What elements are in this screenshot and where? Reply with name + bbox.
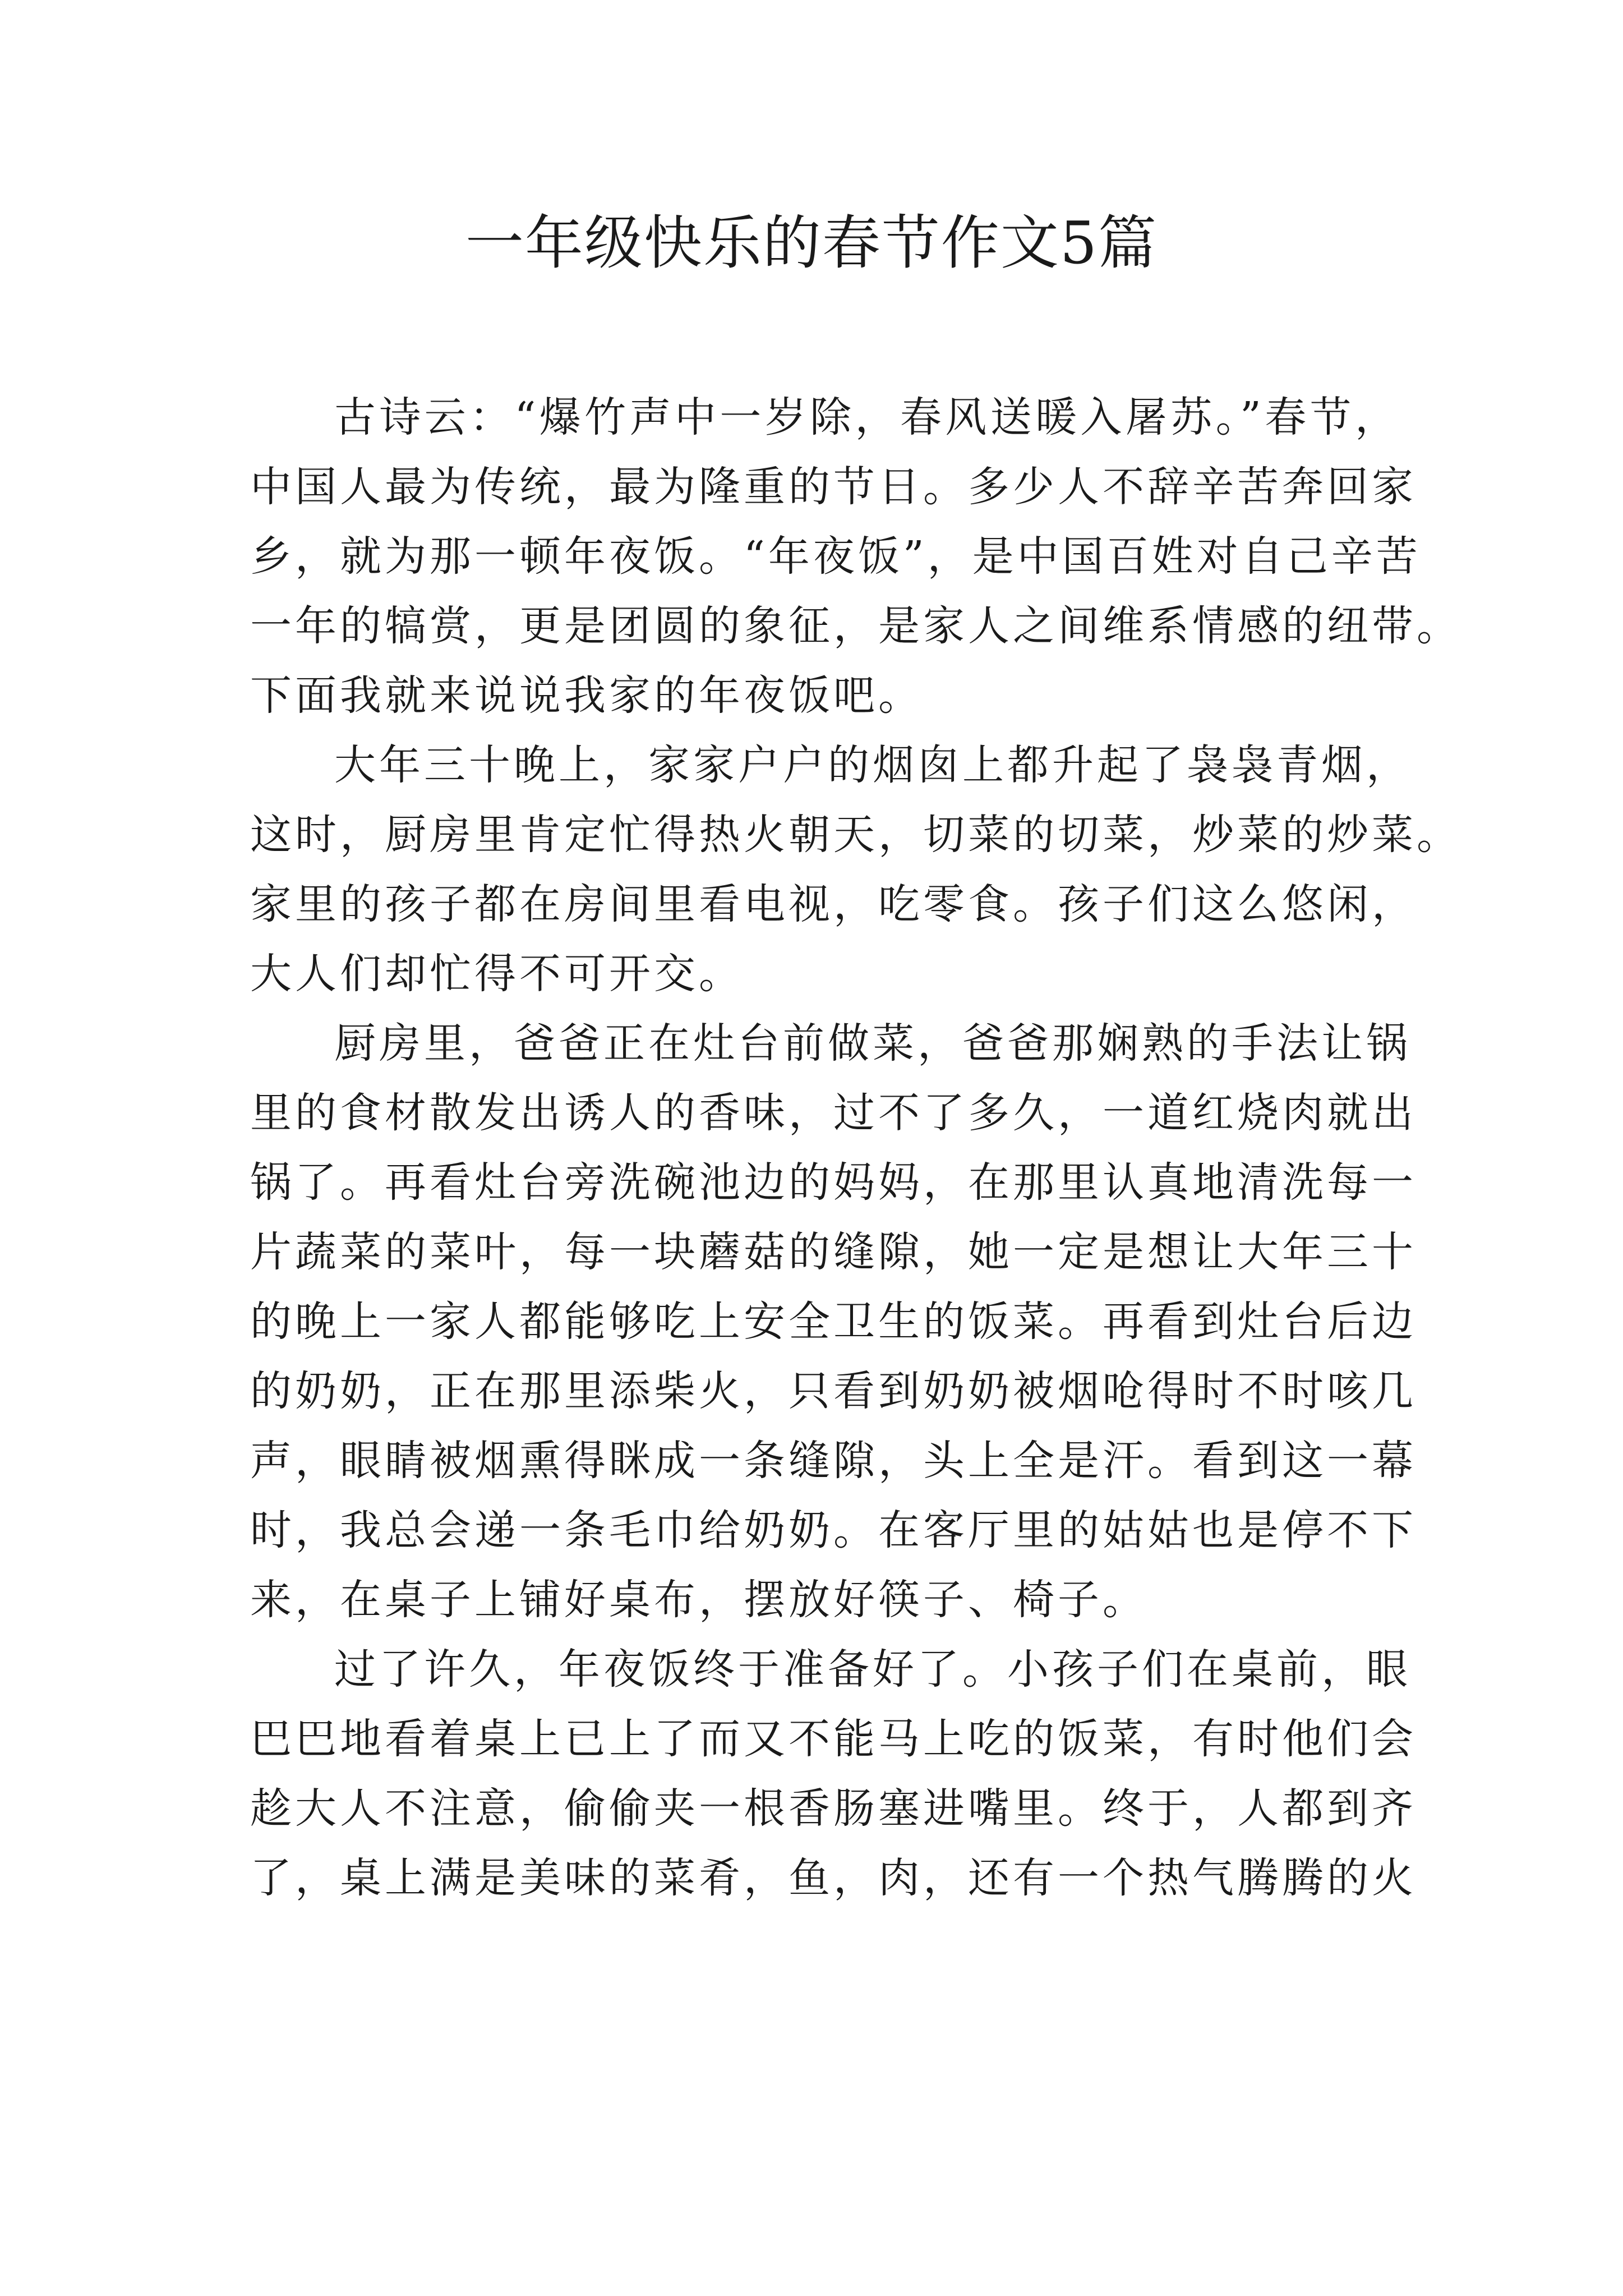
paragraph-3-line-1: 厨房里，爸爸正在灶台前做菜，爸爸那娴熟的手法让锅: [334, 1019, 1411, 1068]
paragraph-3-line-9: 来，在桌子上铺好桌布，摆放好筷子、椅子。: [250, 1576, 1147, 1624]
paragraph-4-line-2: 巴巴地看着桌上已上了而又不能马上吃的饭菜，有时他们会: [250, 1715, 1417, 1763]
paragraph-4-line-4: 了，桌上满是美味的菜肴，鱼，肉，还有一个热气腾腾的火: [250, 1854, 1417, 1902]
paragraph-3-line-7: 声，眼睛被烟熏得眯成一条缝隙，头上全是汗。看到这一幕: [250, 1437, 1417, 1485]
paragraph-3-line-5: 的晚上一家人都能够吃上安全卫生的饭菜。再看到灶台后边: [250, 1297, 1417, 1346]
paragraph-1-line-5: 下面我就来说说我家的年夜饭吧。: [250, 671, 923, 720]
paragraph-2-line-3: 家里的孩子都在房间里看电视，吃零食。孩子们这么悠闲，: [250, 880, 1417, 928]
paragraph-3-line-6: 的奶奶，正在那里添柴火，只看到奶奶被烟呛得时不时咳几: [250, 1367, 1417, 1415]
paragraph-4-line-3: 趁大人不注意，偷偷夹一根香肠塞进嘴里。终于，人都到齐: [250, 1784, 1417, 1833]
paragraph-1-line-2: 中国人最为传统，最为隆重的节日。多少人不辞辛苦奔回家: [250, 463, 1417, 511]
paragraph-4-line-1: 过了许久，年夜饭终于准备好了。小孩子们在桌前，眼: [334, 1645, 1411, 1694]
paragraph-1-line-1: 古诗云：“爆竹声中一岁除，春风送暖入屠苏。”春节，: [334, 393, 1400, 441]
paragraph-3-line-3: 锅了。再看灶台旁洗碗池边的妈妈，在那里认真地清洗每一: [250, 1158, 1417, 1207]
paragraph-2-line-2: 这时，厨房里肯定忙得热火朝天，切菜的切菜，炒菜的炒菜。: [250, 811, 1461, 859]
paragraph-3-line-4: 片蔬菜的菜叶，每一块蘑菇的缝隙，她一定是想让大年三十: [250, 1228, 1417, 1276]
paragraph-3-line-2: 里的食材散发出诱人的香味，过不了多久，一道红烧肉就出: [250, 1089, 1417, 1137]
paragraph-2-line-4: 大人们却忙得不可开交。: [250, 950, 744, 998]
paragraph-1-line-4: 一年的犒赏，更是团圆的象征，是家人之间维系情感的纽带。: [250, 602, 1461, 650]
document-title: 一年级快乐的春节作文5篇: [465, 209, 1158, 277]
paragraph-1-line-3: 乡，就为那一顿年夜饭。“年夜饭”，是中国百姓对自己辛苦: [250, 532, 1421, 581]
paragraph-2-line-1: 大年三十晚上，家家户户的烟囱上都升起了袅袅青烟，: [334, 741, 1411, 789]
document-body: [250, 383, 1461, 1913]
paragraph-3-line-8: 时，我总会递一条毛巾给奶奶。在客厅里的姑姑也是停不下: [250, 1506, 1417, 1554]
